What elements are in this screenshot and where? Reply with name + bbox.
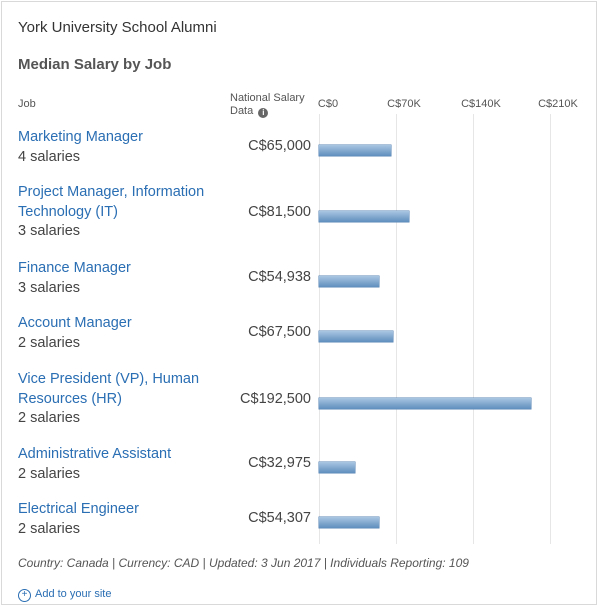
salary-bar [319,276,379,287]
x-tick-label: C$140K [461,98,501,110]
salary-count: 2 salaries [18,410,81,426]
gridline [550,114,551,544]
job-row [18,370,218,429]
salary-value-label: C$81,500 [248,204,311,220]
gridline [319,114,320,544]
job-row [18,314,228,353]
salary-value-label: C$54,307 [248,510,311,526]
add-to-site-label: Add to your site [35,588,112,600]
salary-value-label: C$67,500 [248,324,311,340]
national-salary-label: National Salary Data [230,92,305,117]
salary-count: 4 salaries [18,148,81,165]
x-tick-label: C$70K [387,98,421,110]
job-title-link[interactable]: Finance Manager [18,260,131,276]
job-title-link[interactable]: Vice President (VP), Human Resources (HR) [18,371,200,407]
salary-bar [319,331,393,342]
job-row [18,445,228,484]
salary-count: 2 salaries [18,465,81,482]
x-tick-label: C$0 [317,98,339,110]
gridline [396,114,397,544]
footer-info: Country: Canada | Currency: CAD | Updated: 3 Jun 2017 | Individuals Reporting: 109 [18,556,469,570]
salary-value-label: C$32,975 [248,455,311,471]
add-icon: + [18,589,31,602]
job-title-link[interactable]: Electrical Engineer [18,501,139,517]
salary-value-label: C$65,000 [248,138,311,154]
salary-count: 3 salaries [18,223,81,239]
job-row [18,259,228,298]
salary-value-label: C$192,500 [240,391,311,407]
page-title: York University School Alumni [18,19,217,36]
job-title-link[interactable]: Account Manager [18,315,132,331]
job-title-link[interactable]: Project Manager, Information Technology (IT) [18,184,205,220]
job-row [18,500,228,539]
salary-card [1,1,597,605]
chart-title: Median Salary by Job [18,56,172,73]
salary-bar [319,462,355,473]
salary-count: 3 salaries [18,279,81,296]
add-to-site-link[interactable] [18,588,111,602]
job-row [18,128,228,167]
job-row [18,183,218,242]
gridline [473,114,474,544]
salary-bar [319,517,379,528]
salary-bar [319,145,391,156]
info-icon[interactable]: i [258,108,268,118]
salary-value-label: C$54,938 [248,269,311,285]
salary-bar [319,211,409,222]
job-column-header: Job [18,98,36,110]
x-tick-label: C$210K [538,98,578,110]
national-salary-header [230,92,310,118]
salary-count: 2 salaries [18,520,81,537]
job-title-link[interactable]: Marketing Manager [18,129,143,145]
salary-bar [319,398,531,409]
job-title-link[interactable]: Administrative Assistant [18,446,172,462]
salary-count: 2 salaries [18,334,81,351]
